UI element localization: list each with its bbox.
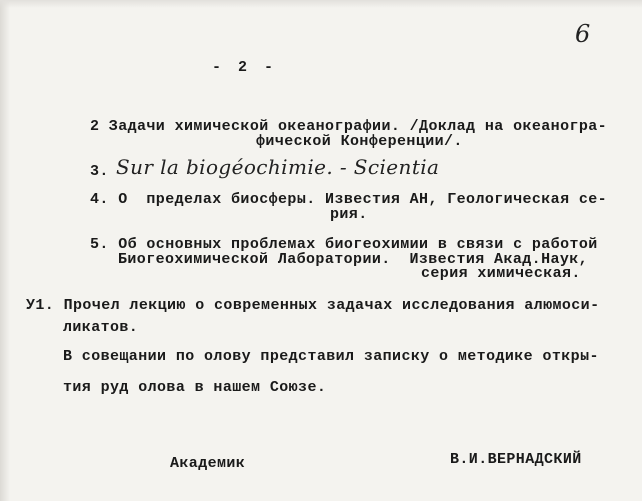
section-6-line-4: тия руд олова в нашем Союзе. (63, 379, 327, 396)
item-4-line-2: рия. (330, 206, 368, 223)
section-6-line-2: ликатов. (63, 319, 139, 336)
item-2-line-2: фической Конференции/. (256, 133, 463, 150)
signature-name: В.И.ВЕРНАДСКИЙ (450, 451, 582, 468)
typed-page-number: - 2 - (212, 59, 278, 76)
scan-edge-shadow-top (0, 0, 642, 8)
item-3-number: 3. (90, 163, 109, 180)
item-4-line-1: 4. О пределах биосферы. Известия АН, Геологическая се- (90, 191, 608, 208)
scan-edge-shadow (0, 0, 10, 501)
item-5-line-2: Биогеохимической Лаборатории. Известия Акад.Наук, (118, 251, 589, 268)
item-3-handwritten-title: Sur la biogéochimie. - Scientia (116, 155, 440, 179)
item-5-line-3: серия химическая. (421, 265, 581, 282)
signature-title: Академик (170, 455, 246, 472)
section-6-line-3: В совещании по олову представил записку о методике откры- (63, 348, 599, 365)
section-6-line-1: У1. Прочел лекцию о современных задачах исследования алюмоси- (26, 297, 600, 314)
handwritten-page-number: 6 (575, 20, 591, 48)
item-2-line-1: 2 Задачи химической океанографии. /Доклад на океаногра- (90, 118, 608, 135)
item-5-line-1: 5. Об основных проблемах биогеохимии в связи с работой (90, 236, 598, 253)
